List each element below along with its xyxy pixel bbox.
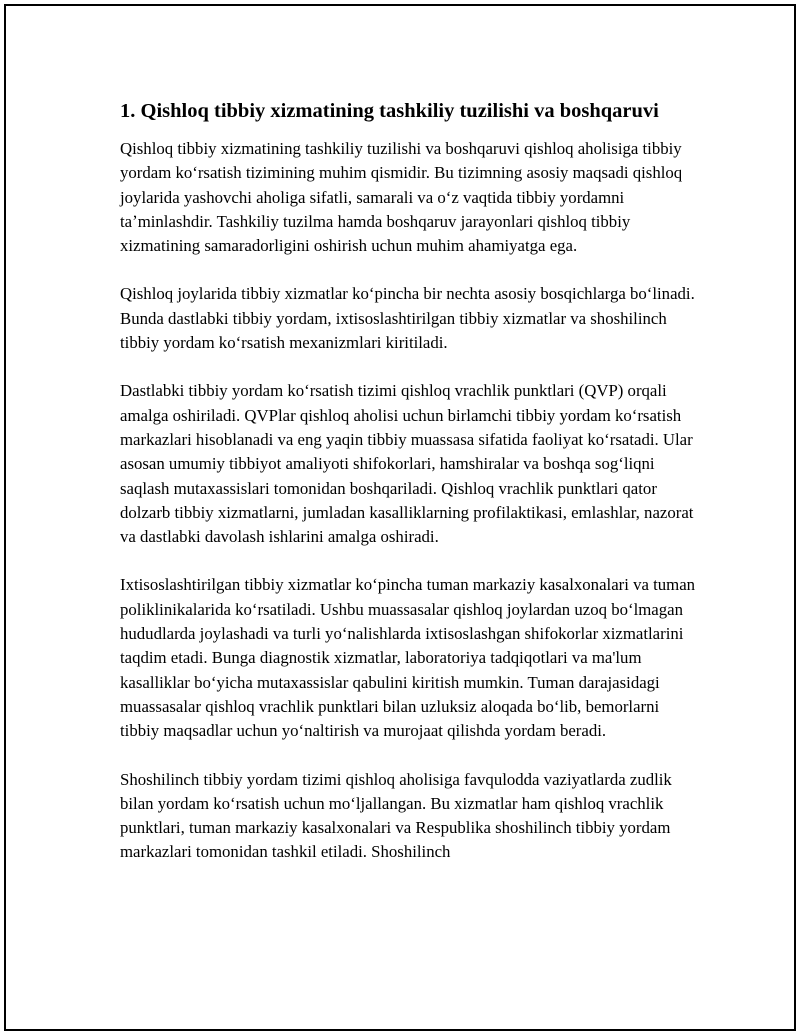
paragraph-1: Qishloq tibbiy xizmatining tashkiliy tuzilishi va boshqaruvi qishloq aholisiga tibbiy yordam koʻrsatish tizimining muhim qismidir. Bu tizimning asosiy maqsadi qishloq joylarida yashovchi aholiga sifatli, samarali va oʻz vaqtida tibbiy yordamni taʼminlashdir. Tashkiliy tuzilma hamda boshqaruv jarayonlari qishloq tibbiy xizmatining samaradorligini oshirish uchun muhim ahamiyatga ega. bbox=[120, 139, 683, 256]
paragraph-2: Qishloq joylarida tibbiy xizmatlar koʻpincha bir nechta asosiy bosqichlarga boʻlinadi. Bunda dastlabki tibbiy yordam, ixtisoslashtirilgan tibbiy xizmatlar va shoshilinch tibbiy yordam koʻrsatish mexanizmlari kiritiladi. bbox=[120, 284, 695, 353]
section-heading: 1. Qishloq tibbiy xizmatining tashkiliy tuzilishi va boshqaruvi bbox=[120, 100, 659, 122]
document-page bbox=[4, 4, 796, 1031]
paragraph-3: Dastlabki tibbiy yordam koʻrsatish tizimi qishloq vrachlik punktlari (QVP) orqali amalga oshiriladi. QVPlar qishloq aholisi uchun birlamchi tibbiy yordam koʻrsatish markazlari hisoblanadi va eng yaqin tibbiy muassasa sifatida faoliyat koʻrsatadi. Ular asosan umumiy tibbiyot amaliyoti shifokorlari, hamshiralar va boshqa sogʻliqni saqlash mutaxassislari tomonidan boshqariladi. Qishloq vrachlik punktlari qator dolzarb tibbiy xizmatlarni, jumladan kasalliklarning profilaktikasi, emlashlar, nazorat va dastlabki davolash ishlarini amalga oshiradi. bbox=[120, 381, 694, 547]
paragraph-5: Shoshilinch tibbiy yordam tizimi qishloq aholisiga favqulodda vaziyatlarda zudlik bilan yordam koʻrsatish uchun moʻljallangan. Bu xizmatlar ham qishloq vrachlik punktlari, tuman markaziy kasalxonalari va Respublika shoshilinch tibbiy yordam markazlari tomonidan tashkil etiladi. Shoshilinch bbox=[120, 769, 672, 862]
paragraph-4: Ixtisoslashtirilgan tibbiy xizmatlar koʻpincha tuman markaziy kasalxonalari va tuman poliklinikalarida koʻrsatiladi. Ushbu muassasalar qishloq joylardan uzoq boʻlmagan hududlarda joylashadi va turli yoʻnalishlarda ixtisoslashgan shifokorlar xizmatlarini taqdim etadi. Bunga diagnostik xizmatlar, laboratoriya tadqiqotlari va ma'lum kasalliklar boʻyicha mutaxassislar qabulini kiritish mumkin. Tuman darajasidagi muassasalar qishloq vrachlik punktlari bilan uzluksiz aloqada boʻlib, bemorlarni tibbiy maqsadlar uchun yoʻnaltirish va murojaat qilishda yordam beradi. bbox=[120, 575, 696, 741]
document-body bbox=[120, 98, 700, 889]
